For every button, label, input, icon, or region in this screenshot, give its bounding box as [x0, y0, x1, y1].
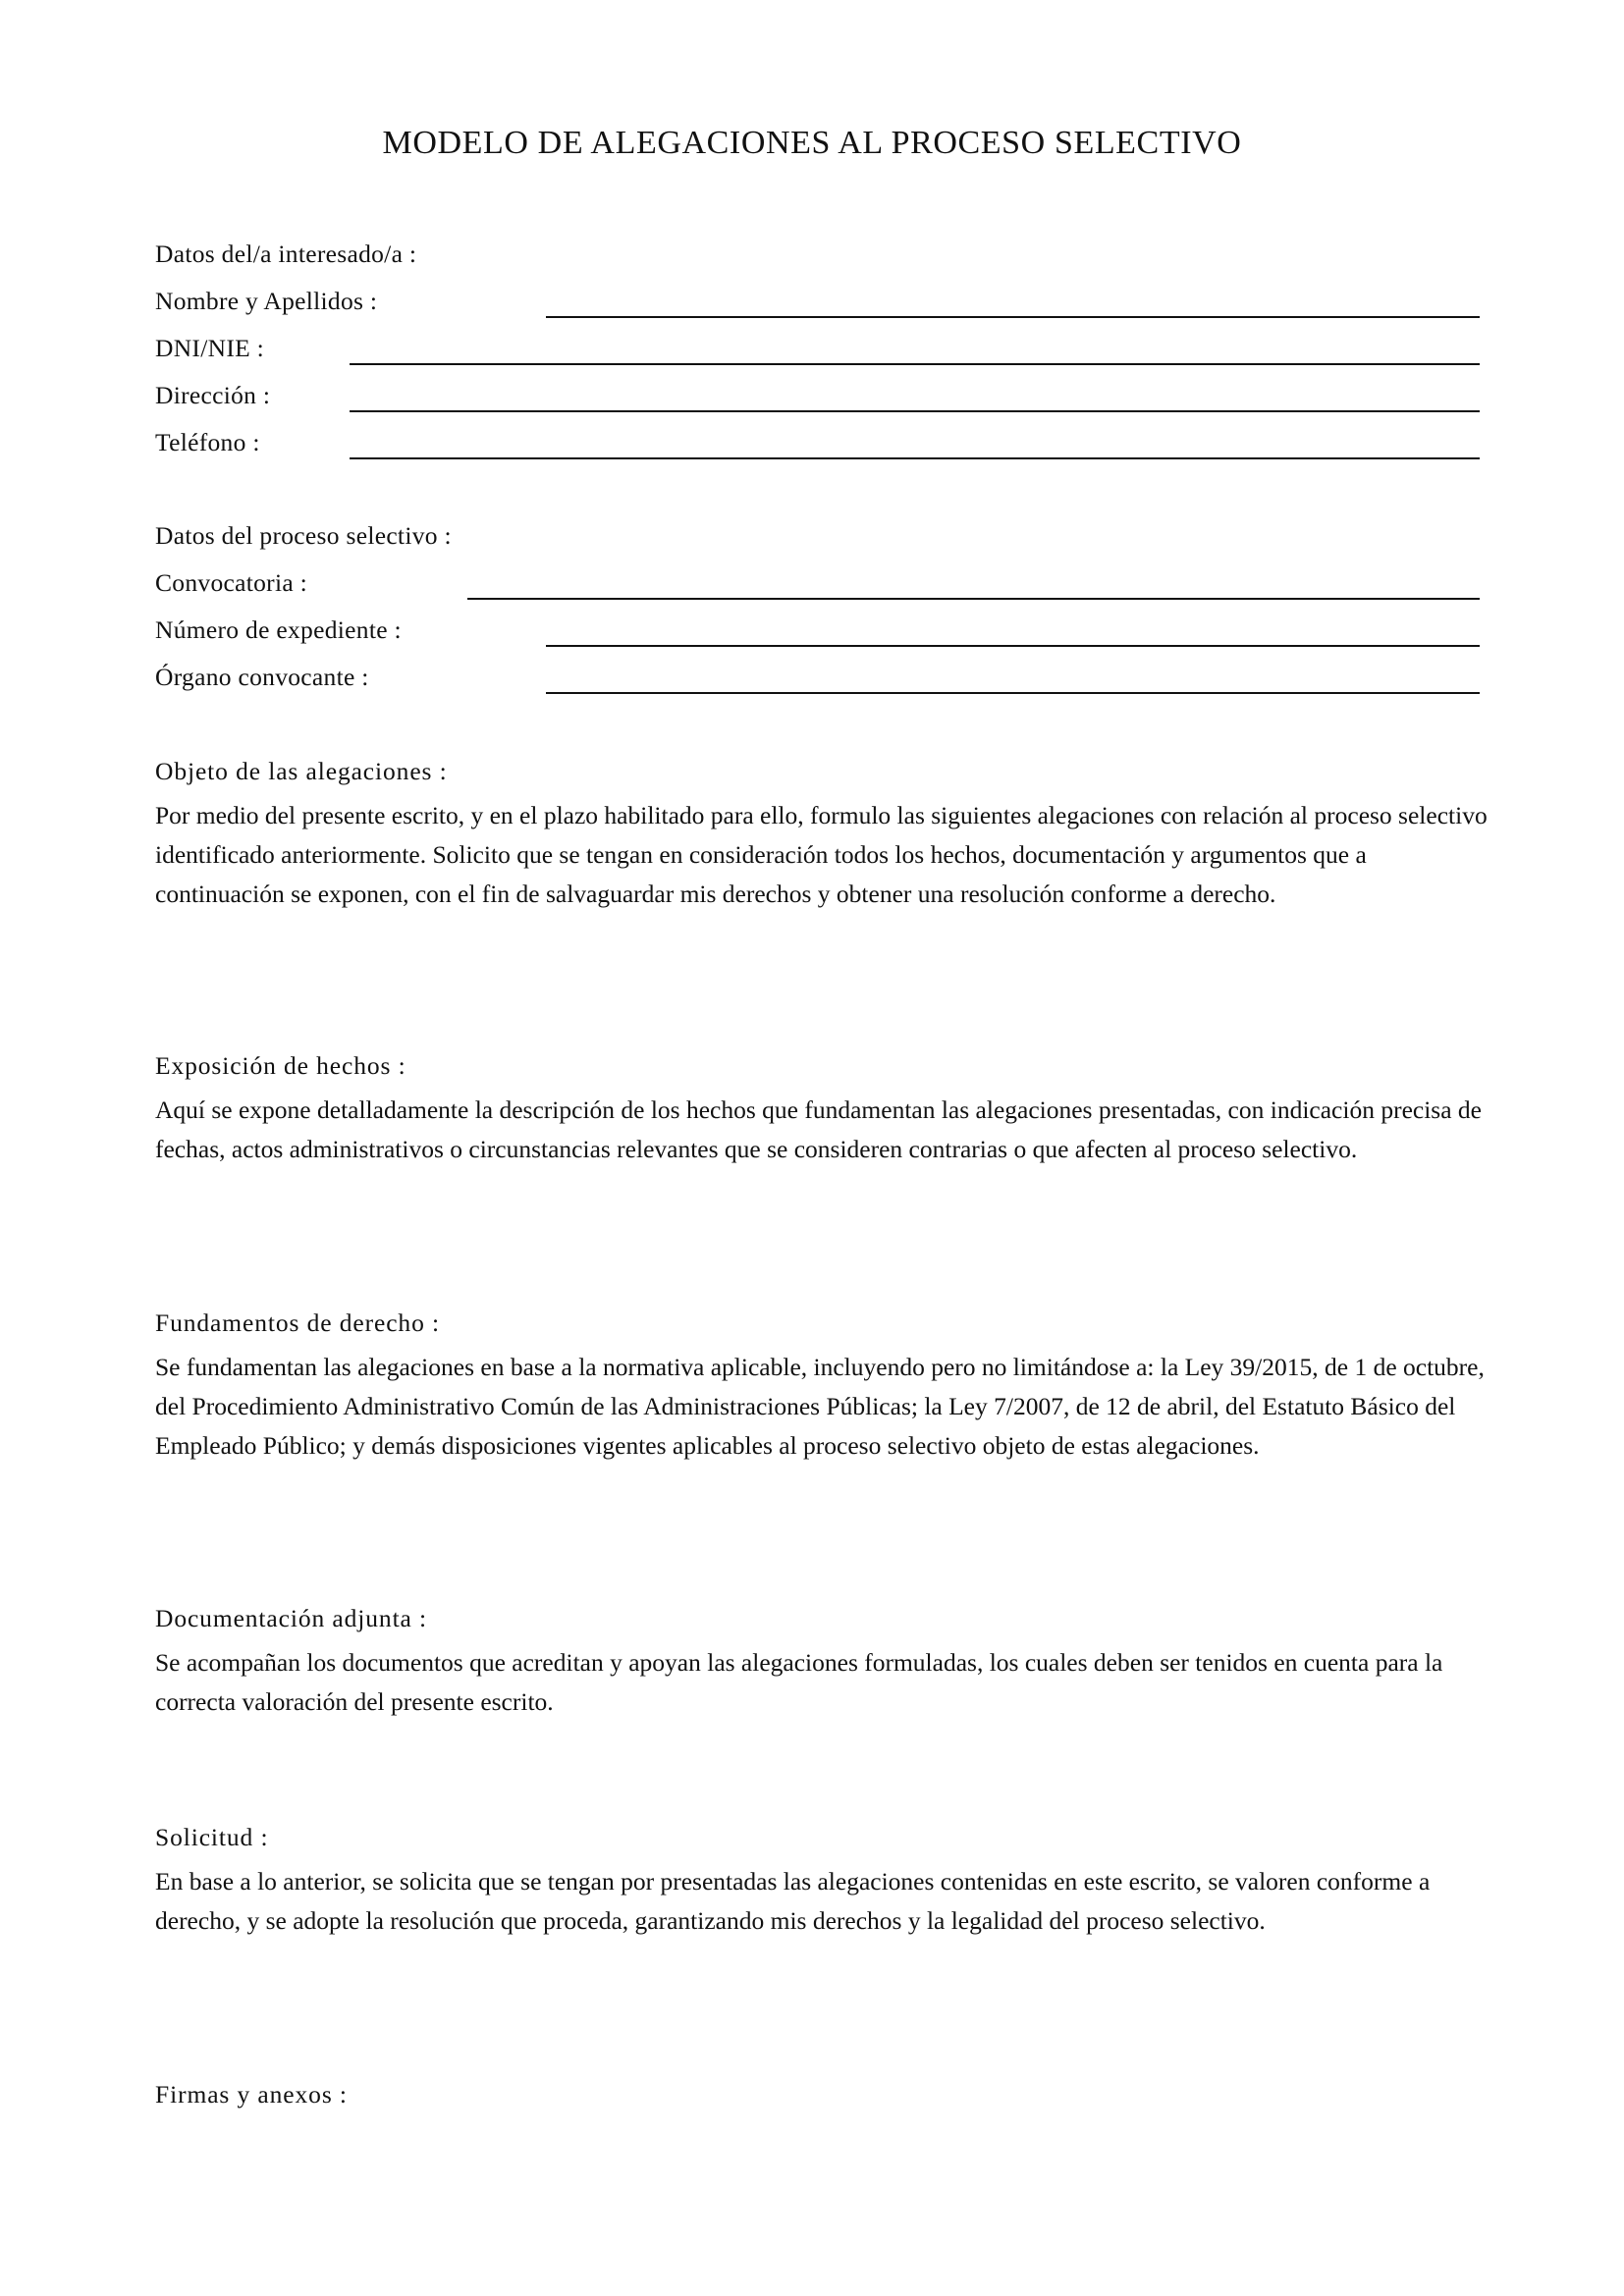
call-field-label: Convocatoria :	[155, 568, 308, 597]
address-field-line[interactable]	[350, 410, 1480, 412]
file-number-field-line[interactable]	[546, 645, 1480, 647]
file-number-field-label: Número de expediente :	[155, 615, 402, 644]
name-field-line[interactable]	[546, 316, 1480, 318]
process-section-label: Datos del proceso selectivo :	[155, 521, 452, 550]
section-text-attached-documents: Se acompañan los documentos que acreditan y apoyan las alegaciones formuladas, los cuales deben ser tenidos en cuenta para la correcta valoración del presente escrito.	[155, 1648, 1443, 1716]
phone-field-label: Teléfono :	[155, 428, 260, 456]
call-field-line[interactable]	[467, 598, 1480, 600]
section-text-object: Por medio del presente escrito, y en el plazo habilitado para ello, formulo las siguientes alegaciones con relación al proceso selectivo identificado anteriormente. Solicito que se tengan en consideración todos los hechos, documentación y argumentos que a continuación se exponen, con el fin de salvaguardar mis derechos y obtener una resolución conforme a derecho.	[155, 801, 1488, 908]
convening-body-field-label: Órgano convocante :	[155, 663, 369, 691]
applicant-section-label: Datos del/a interesado/a :	[155, 240, 417, 268]
document-title: MODELO DE ALEGACIONES AL PROCESO SELECTIVO	[382, 125, 1242, 161]
section-heading-request: Solicitud :	[155, 1823, 269, 1851]
name-field-label: Nombre y Apellidos :	[155, 287, 378, 315]
convening-body-field-line[interactable]	[546, 692, 1480, 694]
phone-field-line[interactable]	[350, 457, 1480, 459]
dni-field-label: DNI/NIE :	[155, 334, 265, 362]
section-text-facts: Aquí se expone detalladamente la descripción de los hechos que fundamentan las alegaciones presentadas, con indicación precisa de fechas, actos administrativos o circunstancias relevantes que se consideren contrarias o que afecten al proceso selectivo.	[155, 1095, 1482, 1163]
section-heading-facts: Exposición de hechos :	[155, 1051, 406, 1080]
section-heading-attached-documents: Documentación adjunta :	[155, 1604, 428, 1632]
address-field-label: Dirección :	[155, 381, 271, 409]
section-heading-signatures: Firmas y anexos :	[155, 2080, 348, 2109]
dni-field-line[interactable]	[350, 363, 1480, 365]
section-text-request: En base a lo anterior, se solicita que se tengan por presentadas las alegaciones contenidas en este escrito, se valoren conforme a derecho, y se adopte la resolución que proceda, garantizando mis derechos y la legalidad del proceso selectivo.	[155, 1867, 1431, 1935]
section-heading-legal-grounds: Fundamentos de derecho :	[155, 1308, 440, 1337]
section-text-legal-grounds: Se fundamentan las alegaciones en base a la normativa aplicable, incluyendo pero no limitándose a: la Ley 39/2015, de 1 de octubre, del Procedimiento Administrativo Común de las Administraciones Públicas; la Ley 7/2007, de 12 de abril, del Estatuto Básico del Empleado Público; y demás disposiciones vigentes aplicables al proceso selectivo objeto de estas alegaciones.	[155, 1353, 1485, 1460]
section-heading-object: Objeto de las alegaciones :	[155, 757, 448, 785]
